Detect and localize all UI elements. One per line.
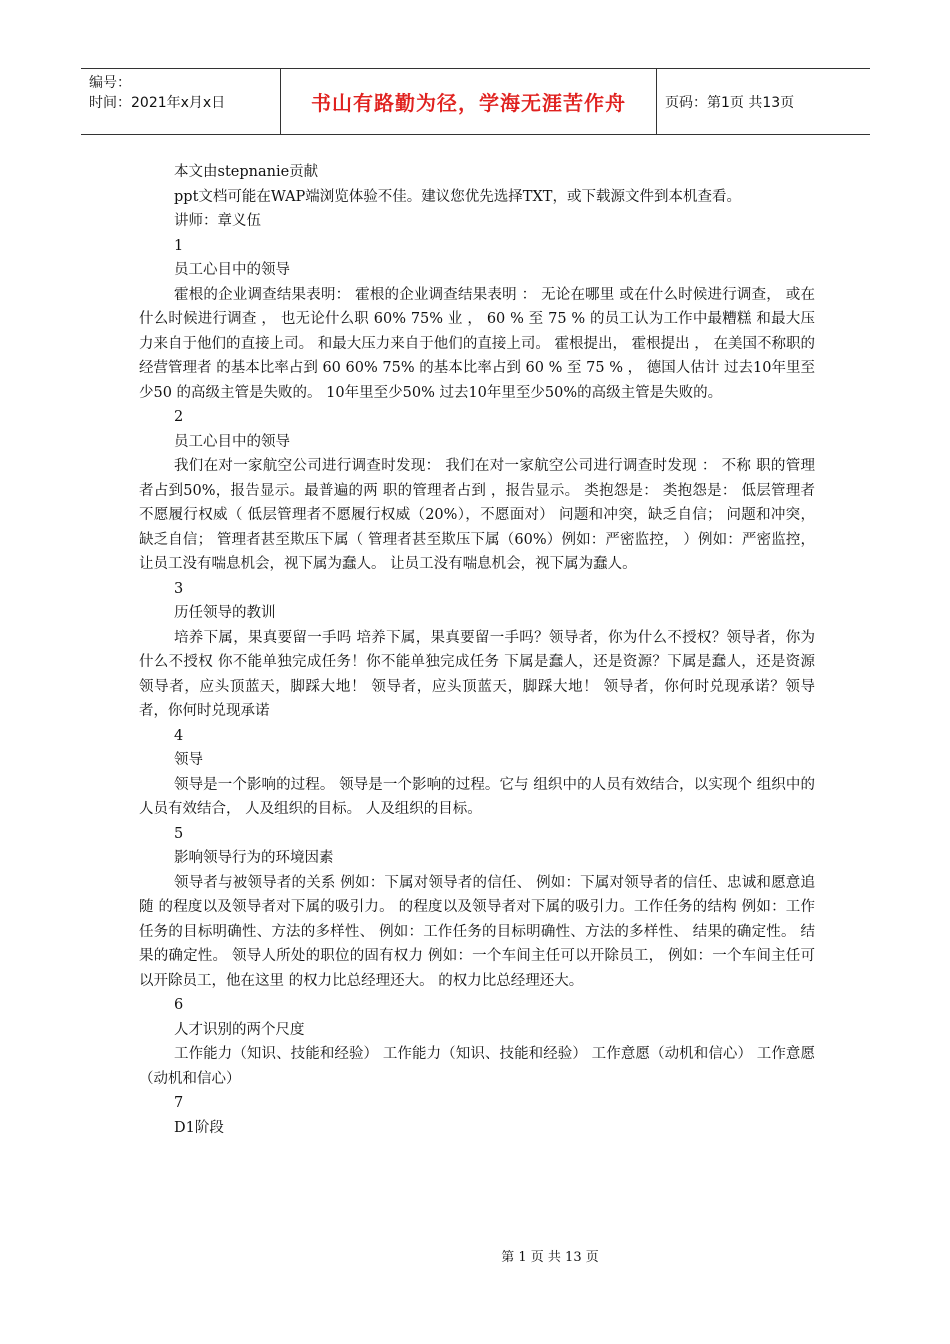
slide-title: 员工心目中的领导 (174, 433, 290, 450)
slide-title: 人才识别的两个尺度 (174, 1021, 305, 1038)
slide-number: 3 (174, 580, 184, 597)
notice-line: ppt文档可能在WAP端浏览体验不佳。建议您优先选择TXT，或下载源文件到本机查看。 (174, 188, 741, 205)
page-footer: 第 1 页 共 13 页 (501, 1250, 599, 1265)
slide-title: D1阶段 (174, 1119, 224, 1136)
document-body (139, 160, 815, 1140)
slide-title: 影响领导行为的环境因素 (174, 850, 334, 866)
slide-number: 7 (174, 1095, 184, 1111)
slide-paragraph: 领导者与被领导者的关系 例如：下属对领导者的信任、 例如：下属对领导者的信任、忠诚和愿意追随 的程度以及领导者对下属的吸引力。 的程度以及领导者对下属的吸引力。工作任务的结构 例如：工作任务的目标明确性、方法的多样性、 例如：工作任务的目标明确性、方法的多样性、 结果的确定性。 结果的确定性。 领导人所处的职位的固有权力 例如：一个车间主任可以开除员工， 例如：一个车间主任可以开除员工，他在这里 的权力比总经理还大。 的权力比总经理还大。 (139, 874, 815, 989)
slide-number: 4 (174, 727, 184, 744)
slide-title: 历任领导的教训 (174, 605, 276, 621)
slide-paragraph: 培养下属，果真要留一手吗 培养下属，果真要留一手吗？领导者，你为什么不授权？领导者，你为什么不授权 你不能单独完成任务！你不能单独完成任务 下属是蠢人，还是资源？下属是蠢人，还是资源 领导者，应头顶蓝天，脚踩大地！ 领导者，应头顶蓝天，脚踩大地！ 领导者，你何时兑现承诺？领导者，你何时兑现承诺 (139, 629, 815, 719)
lecturer-line: 讲师：章义伍 (174, 213, 261, 229)
slide-number: 6 (174, 997, 184, 1013)
slide-title: 领导 (174, 752, 203, 768)
document-date-label: 时间：2021年x月x日 (89, 95, 226, 111)
document-number-label: 编号： (89, 75, 131, 91)
slide-number: 5 (174, 825, 184, 842)
slide-paragraph: 霍根的企业调查结果表明： 霍根的企业调查结果表明 ： 无论在哪里 或在什么时候进行调查， 或在什么时候进行调查 ， 也无论什么职 60% 75% 业 ， 60 % 至 75 % 的员工认为工作中最糟糕 和最大压力来自于他们的直接上司。 和最大压力来自于他们的直接上司。 霍根提出， 霍根提出 ， 在美国不称职的经营管理者 的基本比率占到 60 60% 75% 的基本比率占到 60 % 至 75 % ， 德国人估计 过去10年里至少50 的高级主管是失败的。 10年里至少50% 过去10年里至少50%的高级主管是失败的。 (139, 286, 815, 401)
header-motto: 书山有路勤为径，学海无涯苦作舟 (281, 69, 657, 134)
header-left-cell (81, 69, 281, 134)
contributor-line: 本文由stepnanie贡献 (174, 164, 319, 180)
slide-paragraph: 领导是一个影响的过程。 领导是一个影响的过程。它与 组织中的人员有效结合，以实现个 组织中的人员有效结合， 人及组织的目标。 人及组织的目标。 (139, 776, 815, 817)
header-page-label: 页码：第1页 共13页 (665, 94, 795, 111)
page-header (81, 68, 870, 135)
slide-number: 2 (174, 409, 184, 425)
slide-paragraph: 工作能力（知识、技能和经验） 工作能力（知识、技能和经验） 工作意愿（动机和信心） 工作意愿（动机和信心） (139, 1046, 815, 1087)
slide-paragraph: 我们在对一家航空公司进行调查时发现： 我们在对一家航空公司进行调查时发现 ： 不称 职的管理者占到50%，报告显示。最普遍的两 职的管理者占到 ，报告显示。 类抱怨是： 类抱怨是： 低层管理者不愿履行权威（ 低层管理者不愿履行权威（20%），不愿面对） 问题和冲突，缺乏自信； 问题和冲突，缺乏自信； 管理者甚至欺压下属（ 管理者甚至欺压下属（60%）例如：严密监控， ）例如：严密监控， 让员工没有喘息机会，视下属为蠢人。 让员工没有喘息机会，视下属为蠢人。 (139, 458, 815, 572)
slide-title: 员工心目中的领导 (174, 262, 290, 278)
slide-number: 1 (174, 237, 184, 254)
